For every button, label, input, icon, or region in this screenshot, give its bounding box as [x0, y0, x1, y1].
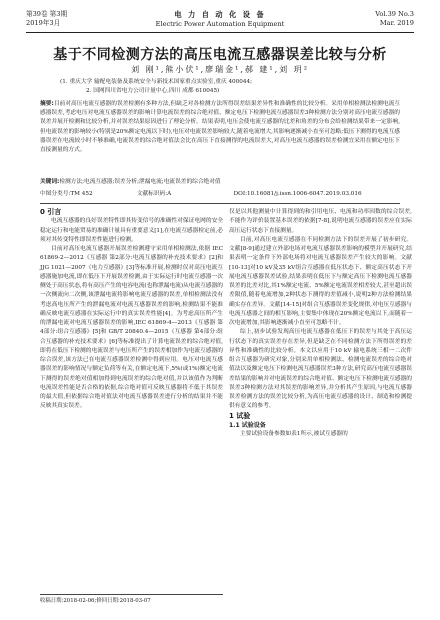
- affiliation-2: 2. 国网四川省电力公司计量中心,四川 成都 610045): [86, 88, 220, 94]
- header-volume-cn: 第39卷 第3期: [26, 10, 68, 18]
- left-column: [40, 208, 223, 412]
- left-paragraph: 电流互感器的良好误差特性即其传变信号的准确性对保证电网的安全稳定运行和电能贸易的准确计量具有重要意义[1],在电流互感器检定前,必须对其传变特性即误差性能进行检测。: [40, 218, 223, 243]
- footnote: [40, 594, 223, 605]
- right-paragraph: 仅是以其他测量中计算得到的和引用电压、电流和功率因数的综合误差,不能作为评价装置基本误差的依据[7-8],说明电流互感器的误差应在实际高压运行状态下直接测量。: [229, 209, 412, 234]
- header-date-en: Mar. 2019: [379, 19, 414, 27]
- section-0-title: 0 引言: [40, 208, 62, 216]
- clc-number: 中图分类号:TM 452: [40, 191, 93, 197]
- journal-name-cn: 电 力 自 动 化 设 备: [174, 10, 266, 19]
- divider: [40, 203, 400, 204]
- running-header: [26, 10, 414, 33]
- header-right: [375, 10, 414, 28]
- abstract: [40, 100, 400, 155]
- paper-authors: 刘 刚¹,熊小伏¹,廖瑞金¹,郝 建¹,刘 玥²: [131, 65, 309, 74]
- header-center: [26, 10, 414, 29]
- keywords-label: 关键词:: [40, 179, 60, 185]
- header-date-cn: 2019年3月: [26, 19, 61, 27]
- left-paragraph: 目前对高压电流互感器开展误差检测遵守采用单相检测法,依据 IEC 61869-2—2012《互感器 第2部分:电流互感器的补充技术要求》[2]和 JJG 1021—2007《电力互感器》[3]等标准开展,检测时仅对高压电流互感器施加电流,即在低压下开展误差检测,由于实际运行时电流互感器一次侧处于高压状态,将有高压产生的电容电流(也称泄漏电流)从电流互感器的一次侧流向二次侧,该泄漏电流将影响电流互感器的误差,单相检测法没有考虑高电压所产生的泄漏电流对电流互感器误差的影响,检测结果不能准确反映电流互感器在实际运行中的真实误差性能[4]。为考虑高压所产生的泄漏电流对电流互感器误差的影响,IEC 61869-4—2013《互感器 第4部分:组合互感器》[5]和 GB/T 20840.4—2015《互感器 第4部分:组合互感器的补充技术要求》[6]等标准提出了计算电流误差的综合绝对值,即将在低压下检测的电流误差与电压所产生的误差相加作为电流互感器的综合误差,该方法已在电流互感器误差检测中得到应用。电压对电流互感器误差的影响情况与额定负荷等有关,在额定电流下,5%(或1%)额定电流下测得的误差绝对值相加得到电流误差的综合绝对值,并以该值作为判断电流误差性能是否合格的依据,综合绝对值可反映互感器将不低于其误差的最大值,但依据综合绝对值法对电流互感器误差进行分析的结果并不能反映其真实误差。: [40, 246, 223, 410]
- document-code: 文献标识码:A: [136, 191, 172, 197]
- keywords: [40, 178, 400, 187]
- header-volume-en: Vol.39 No.3: [375, 10, 414, 18]
- abstract-text: 目前对高压电流互感器的误差检测有多种方法,但缺乏对各检测方法所得误差结果差异性和准确性的比较分析。采用单相检测法检测电流互感器误差,考虑电压对电流互感器误差的影响计算电流误差的综合绝对值、额定电压下检测电流互感器误差3种检测方法分别对高压电流互感器的误差并展开检测和比较分析,并对误差结果原因进行了理论分析。结果表明,电压会使电流互感器的比差和角差的分布会给检测结果带来一定影响,但电流误差的影响较小(特别是20%额定电流以下时),电压对电流误差影响较大,随着电流增大,其影响逐渐减小直至可忽略;低压下测得的电流互感器误差在电流较小时不够准确,电流误差的综合绝对值法会比在高压下直接测得的电流误差大,对高压电流互感器的误差检测宜采用在额定电压下直接测量的方式。: [40, 101, 400, 154]
- keywords-text: 检测方法;电流互感器;误差分析;泄漏电流;电流误差的综合绝对值: [59, 179, 221, 185]
- right-paragraph: 目前,对高压电流互感器在不同检测方法下的误差开展了初步研究。文献[8-9]通过建立外部电场对电流互感器误差影响的模型并开展研究,结果表明一定条件下外部电场将对电流互感器误差产生较大的影响。文献[10-13]对10 kV及35 kV组合互感器在低压状态下、额定高压状态下开展电流互感器误差试验,结果表明在低压下与额定高压下检测电流互感器误差的比差对比,其1%额定电流、5%额定电流误差相差较大,甚至超出误差限值,随着电流增加,2种状态下测得的差值减小,说明2种方法检测结果确实存在差异。文献[14-15]对组合互感器误差变化规律,对电压互感器与电流互感器之间的相互影响,主要集中体现在20%额定电流以下,而随着一次电流增加,其影响逐渐减小直至可忽略不计。: [229, 236, 412, 326]
- doi: DOI:10.16081/j.issn.1006-6047.2019.03.016: [233, 191, 362, 197]
- article-meta: [40, 190, 400, 199]
- paper-title: 基于不同检测方法的高压电流互感器误差比较与分析: [53, 47, 387, 63]
- section-1-title: 1 试验: [229, 411, 251, 420]
- section-1-1-title: 1.1 试验设备: [229, 421, 266, 429]
- received-date: 收稿日期:2018-02-06;修回日期:2018-03-07: [40, 598, 151, 604]
- affiliations: [60, 78, 400, 96]
- journal-name-en: Electric Power Automation Equipment: [155, 20, 285, 28]
- section-1-1-text: 主要试验设备参数如表1所示,被试互感器的: [240, 431, 348, 437]
- right-column: [229, 208, 412, 439]
- right-paragraph: 综上,初步试验发现高压电流互感器在低压下的误差与其处于高压运行状态下的真实误差存在差异,但是缺乏在不同检测方法下所得误差的差异性和准确性的比较分析。本文以应用于10 kV 输电系统三相一二次件组合互感器为研究对象,分别采用单相检测法、检测电流误差的综合绝对值法以及额定电压下检测电流互感器误差3种方法,研究高压电流互感器误差结果的影响并对电流误差的综合绝对值、额定电压下检测电流互感器的误差3种检测方法对其误差的影响差异,并分析其产生原因,与电流互感器误差检测方法的误差比较分析,为高压电流互感器的设计、制造和检测提供有意义的参考。: [229, 329, 412, 410]
- affiliation-1: (1. 重庆大学 输配电装备及系统安全与新技术国家重点实验室,重庆 400044;: [60, 79, 253, 85]
- abstract-label: 摘要:: [40, 101, 54, 107]
